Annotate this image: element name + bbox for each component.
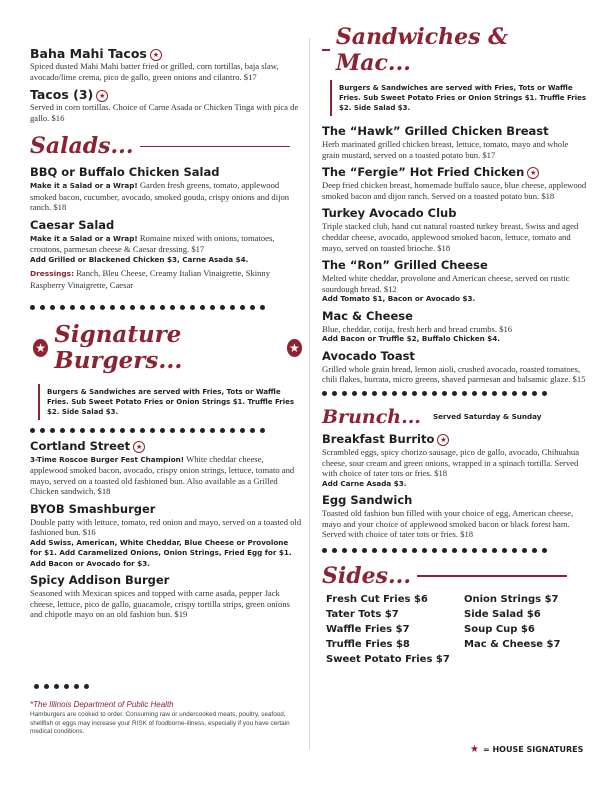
menu-item (30, 502, 302, 569)
menu-item (30, 87, 302, 123)
menu-item (30, 573, 302, 620)
item-lead: Make it a Salad or a Wrap! (30, 233, 138, 243)
side-item: Sweet Potato Fries $7 (326, 653, 450, 665)
side-item: Tater Tots $7 (326, 608, 399, 620)
side-item: Waffle Fries $7 (326, 623, 410, 635)
dot-divider (34, 684, 89, 689)
dot-divider (30, 305, 302, 310)
dressings-label: Dressings: (30, 269, 75, 279)
menu-item (30, 439, 302, 497)
column-divider (309, 38, 310, 750)
item-lead: 3-Time Roscoe Burger Fest Champion! (30, 454, 185, 464)
item-desc: Romaine mixed with onions, tomatoes, croutons, parmesan cheese & Caesar dressing. $17 (30, 232, 275, 255)
item-note: Add Tomato $1, Bacon or Avocado $3. (322, 294, 476, 304)
sandwiches-heading (322, 24, 588, 76)
item-desc: Scrambled eggs, spicy chorizo sausage, pico de gallo, avocado, Chihuahua cheese, sour cream and green onions, wrapped in a spinach tortilla. Served with choice of tater tots or fries. $18 (322, 446, 580, 479)
star-icon: ★ (470, 744, 479, 755)
item-desc: Grilled whole grain bread, lemon aioli, crushed avocado, roasted tomatoes, chili flakes, burrata, micro greens, shaved parmesan and balsamic glaze. $15 (322, 363, 586, 385)
item-name: Avocado Toast (322, 348, 415, 363)
salads-heading (30, 133, 302, 159)
legend-text: = HOUSE SIGNATURES (482, 745, 584, 754)
menu-item (322, 493, 588, 540)
item-desc: Seasoned with Mexican spices and topped with carne asada, pepper Jack cheese, lettuce, pico de gallo, guacamole, crispy tortilla strips, green onions and chipotle mayo on an old fashion bun. $19 (30, 588, 290, 620)
sides-list (326, 593, 588, 667)
heading-rule (140, 146, 290, 148)
health-notice (30, 700, 300, 737)
item-desc: White cheddar cheese, applewood smoked bacon, avocado, crispy onion strings, lettuce, tomato and mayo, served on a toasted old fashioned bun. Also available as a Grilled Chicken sandwich. $18 (30, 453, 295, 497)
item-desc: Double patty with lettuce, tomato, red onion and mayo, served on a toasted old fashioned bun. $16 (30, 516, 302, 538)
item-name: Cortland Street (30, 438, 131, 453)
item-name: BYOB Smashburger (30, 501, 156, 516)
item-note: Add Grilled or Blackened Chicken $3, Carne Asada $4. (30, 254, 249, 264)
menu-item (322, 432, 588, 489)
sides-callout: Burgers & Sandwiches are served with Fries, Tots or Waffle Fries. Sub Sweet Potato Fries or Onion Strings $1. Truffle Fries $2. Side Salad $3. (330, 80, 588, 116)
dressings (30, 268, 302, 290)
item-name: Tacos (3) (30, 87, 94, 103)
star-icon: ★ (437, 434, 449, 446)
item-desc: Garden fresh greens, tomato, applewood smoked bacon, cucumber, avocado, smoked gouda, crispy onions and dijon ranch. $18 (30, 180, 290, 213)
section-title: Sandwiches & Mac... (335, 24, 509, 76)
menu-item (30, 165, 302, 213)
burgers-heading (30, 322, 302, 374)
menu-item (30, 46, 302, 82)
star-icon: ★ (527, 167, 539, 179)
side-item: Side Salad $6 (464, 608, 541, 620)
item-note: Add Carne Asada $3. (322, 478, 407, 488)
star-icon: ★ (33, 339, 48, 357)
left-column (30, 24, 302, 625)
item-note: Add Swiss, American, White Cheddar, Blue Cheese or Provolone for $1. Add Caramelized Onions, Onion Strings, Fried Egg for $1. Add Bacon or Avocado for $3. (30, 537, 292, 568)
health-text: Hamburgers are cooked to order. Consuming raw or undercooked meats, poultry, seafood, shellfish or eggs may increase your RISK of foodborne-illness, especially if you have certain medical conditions. (30, 711, 290, 736)
brunch-heading (322, 404, 588, 430)
menu-item (322, 165, 588, 201)
sides-heading (322, 563, 588, 589)
item-desc: Melted white cheddar, provolone and American cheese, served on rustic sourdough bread. $12 (322, 273, 570, 294)
item-note: Add Bacon or Truffle $2, Buffalo Chicken $4. (322, 334, 500, 344)
section-title: Signature Burgers... (54, 320, 183, 374)
heading-rule (417, 575, 567, 577)
side-item: Mac & Cheese $7 (464, 638, 561, 650)
sides-callout: Burgers & Sandwiches are served with Fries, Tots or Waffle Fries. Sub Sweet Potato Fries or Onion Strings $1. Truffle Fries $2. Side Salad $3. (38, 384, 302, 420)
dot-divider (322, 548, 588, 553)
item-name: Turkey Avocado Club (322, 206, 457, 221)
item-desc: Spiced dusted Mahi Mahi batter fried or grilled, corn tortillas, baja slaw, avocado/lime crema, pico de gallo, green onions and cilantro. $17 (30, 61, 279, 82)
side-item: Soup Cup $6 (464, 623, 535, 635)
section-title: Salads... (30, 133, 134, 160)
item-name: Spicy Addison Burger (30, 573, 170, 588)
item-name: Baha Mahi Tacos (30, 46, 147, 61)
item-desc: Blue, cheddar, cotija, fresh herb and bread crumbs. $16 (322, 323, 513, 334)
right-column (322, 24, 588, 667)
item-name: Breakfast Burrito (322, 431, 435, 446)
menu-item (322, 206, 588, 253)
star-icon: ★ (133, 441, 145, 453)
menu-item (322, 258, 588, 305)
dot-divider (30, 428, 302, 433)
menu-item (322, 349, 588, 385)
item-desc: Herb marinated grilled chicken breast, lettuce, tomato, mayo and whole grain mustard, served on a toasted potato bun. $17 (322, 139, 569, 160)
item-name: Mac & Cheese (322, 308, 413, 323)
house-signature-legend (470, 744, 583, 755)
side-item: Truffle Fries $8 (326, 638, 410, 650)
item-name: The “Fergie” Hot Fried Chicken (322, 165, 525, 180)
section-title: Sides... (322, 562, 411, 589)
side-item: Fresh Cut Fries $6 (326, 593, 428, 605)
item-desc: Deep fried chicken breast, homemade buffalo sauce, blue cheese, applewood smoked bacon and dijon ranch. Served on a toasted potato bun. $18 (322, 180, 587, 201)
side-item: Onion Strings $7 (464, 593, 559, 605)
item-name: Caesar Salad (30, 217, 115, 232)
brunch-subnote: Served Saturday & Sunday (432, 412, 542, 422)
star-icon: ★ (287, 339, 302, 357)
menu-item (30, 218, 302, 265)
star-icon: ★ (150, 49, 162, 61)
section-title: Brunch... (322, 405, 421, 428)
item-name: BBQ or Buffalo Chicken Salad (30, 165, 220, 180)
health-title: *The Illinois Department of Public Health (30, 700, 174, 709)
dot-divider (322, 391, 588, 396)
item-lead: Make it a Salad or a Wrap! (30, 181, 138, 191)
menu-item (322, 124, 588, 160)
item-desc: Triple stacked club, hand cut natural roasted turkey breast, Swiss and aged cheddar cheese, avocado, applewood smoked bacon, lettuce, tomato and mayo, served on toasted brioche. $18 (322, 221, 579, 253)
star-icon: ★ (96, 90, 108, 102)
item-desc: Served in corn tortillas. Choice of Carne Asada or Chicken Tinga with pica de gallo. $16 (30, 102, 299, 123)
dressings-list: Ranch, Bleu Cheese, Creamy Italian Vinaigrette, Skinny Raspberry Vinaigrette, Caesar (30, 268, 271, 290)
heading-rule (322, 49, 330, 51)
item-name: The “Hawk” Grilled Chicken Breast (322, 124, 549, 138)
menu-item (322, 309, 588, 345)
item-name: The “Ron” Grilled Cheese (322, 258, 488, 273)
item-desc: Toasted old fashion bun filled with your choice of egg, American cheese, mayo and your choice of applewood smoked bacon or black forest ham. Served with choice of tater tots or fries. $18 (322, 508, 574, 540)
item-name: Egg Sandwich (322, 493, 413, 508)
